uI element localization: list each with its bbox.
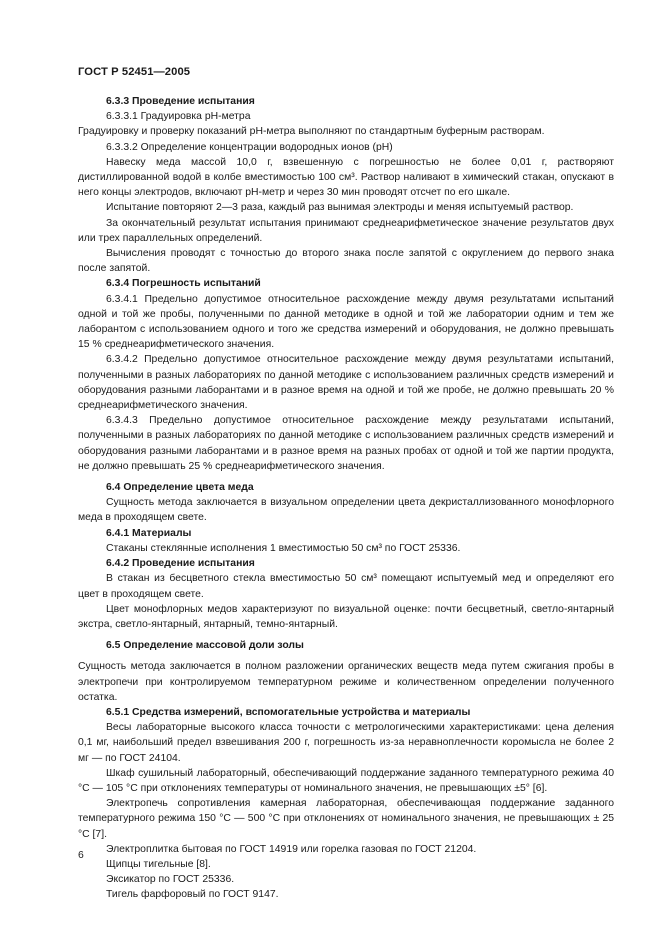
- paragraph: Тигель фарфоровый по ГОСТ 9147.: [106, 889, 279, 901]
- subsection-6-3-3-1: 6.3.3.1 Градуировка рН-метра: [106, 111, 251, 123]
- document-body: [78, 94, 614, 903]
- section-heading-6-3-3: 6.3.3 Проведение испытания: [106, 96, 255, 107]
- paragraph: Электроплитка бытовая по ГОСТ 14919 или горелка газовая по ГОСТ 21204.: [106, 843, 477, 855]
- section-heading-6-4: 6.4 Определение цвета меда: [106, 482, 254, 494]
- paragraph: Сущность метода заключается в полном разложении органических веществ меда путем сжигания пробы в электропечи при контролируемом температурном режиме и количественном определении полученного остатка.: [78, 661, 614, 703]
- section-heading-6-4-1: 6.4.1 Материалы: [106, 527, 192, 539]
- document-code-header: ГОСТ Р 52451—2005: [78, 66, 191, 78]
- paragraph: Электропечь сопротивления камерная лабораторная, обеспечивающая поддержание заданного температурного режима 150 °С — 500 °С при отклонениях от номинального значения, не превышающих ± 25 °С [7].: [78, 798, 614, 840]
- paragraph: 6.3.4.3 Предельно допустимое относительное расхождение между результатами испытаний, полученными в разных лабораториях по данной методике с использованием различных средств измерений и оборудования разными лаборантами и в разное время на разных пробах от одной и той же партии продукта, не должно превышать 25 % среднеарифметического значения.: [78, 415, 614, 472]
- paragraph: Вычисления проводят с точностью до второго знака после запятой с округлением до первого знака после запятой.: [78, 248, 614, 275]
- subsection-6-3-3-2: 6.3.3.2 Определение концентрации водородных ионов (рН): [106, 141, 393, 153]
- paragraph: 6.3.4.1 Предельно допустимое относительное расхождение между двумя результатами испытаний одной и той же пробы, полученными по данной методике в одной и той же лаборатории одним и тем же лаборантом с использованием одного и того же средства измерений и оборудования, не должно превышать 15 % среднеарифметического значения.: [78, 293, 614, 351]
- paragraph: Стаканы стеклянные исполнения 1 вместимостью 50 см³ по ГОСТ 25336.: [106, 542, 461, 554]
- paragraph: В стакан из бесцветного стекла вместимостью 50 см³ помещают испытуемый мед и определяют его цвет в проходящем свете.: [78, 573, 614, 600]
- paragraph: За окончательный результат испытания принимают среднеарифметическое значение результатов двух или трех параллельных определений.: [78, 217, 614, 244]
- section-heading-6-5: 6.5 Определение массовой доли золы: [106, 640, 304, 652]
- page-number: 6: [78, 850, 84, 861]
- section-heading-6-3-4: 6.3.4 Погрешность испытаний: [106, 278, 261, 290]
- section-heading-6-5-1: 6.5.1 Средства измерений, вспомогательные устройства и материалы: [106, 706, 471, 718]
- paragraph: Весы лабораторные высокого класса точности с метрологическими характеристиками: цена деления 0,1 мг, наибольший предел взвешивания 200 г, погрешность из-за неравноплечности коромысла не более 2 мг — по ГОСТ 24104.: [78, 722, 614, 764]
- paragraph: 6.3.4.2 Предельно допустимое относительное расхождение между двумя результатами испытаний, полученными в разных лабораториях по данной методике с использованием различных средств измерений и оборудования разными лаборантами и в разное время на одной и той же пробе, не должно превышать 20 % среднеарифметического значения.: [78, 354, 614, 412]
- paragraph: Сущность метода заключается в визуальном определении цвета декристаллизованного монофлорного меда в проходящем свете.: [78, 497, 614, 524]
- paragraph: Навеску меда массой 10,0 г, взвешенную с погрешностью не более 0,01 г, растворяют дистиллированной водой в колбе вместимостью 100 см³. Раствор наливают в химический стакан, опускают в него концы электродов, включают рН-метр и через 30 мин проводят отсчет по его шкале.: [78, 156, 614, 199]
- paragraph: Испытание повторяют 2—3 раза, каждый раз вынимая электроды и меняя испытуемый раствор.: [106, 202, 574, 214]
- paragraph: Градуировку и проверку показаний рН-метра выполняют по стандартным буферным растворам.: [78, 126, 545, 138]
- section-heading-6-4-2: 6.4.2 Проведение испытания: [106, 558, 255, 570]
- paragraph: Эксикатор по ГОСТ 25336.: [106, 874, 235, 886]
- paragraph: Шкаф сушильный лабораторный, обеспечивающий поддержание заданного температурного режима 40 °С — 105 °С при отклонениях температуры от номинального значения, не превышающих ±5° [6].: [78, 767, 614, 794]
- paragraph: Щипцы тигельные [8].: [106, 858, 211, 870]
- paragraph: Цвет монофлорных медов характеризуют по визуальной оценке: почти бесцветный, светло-янтарный экстра, светло-янтарный, янтарный, темно-янтарный.: [78, 603, 614, 630]
